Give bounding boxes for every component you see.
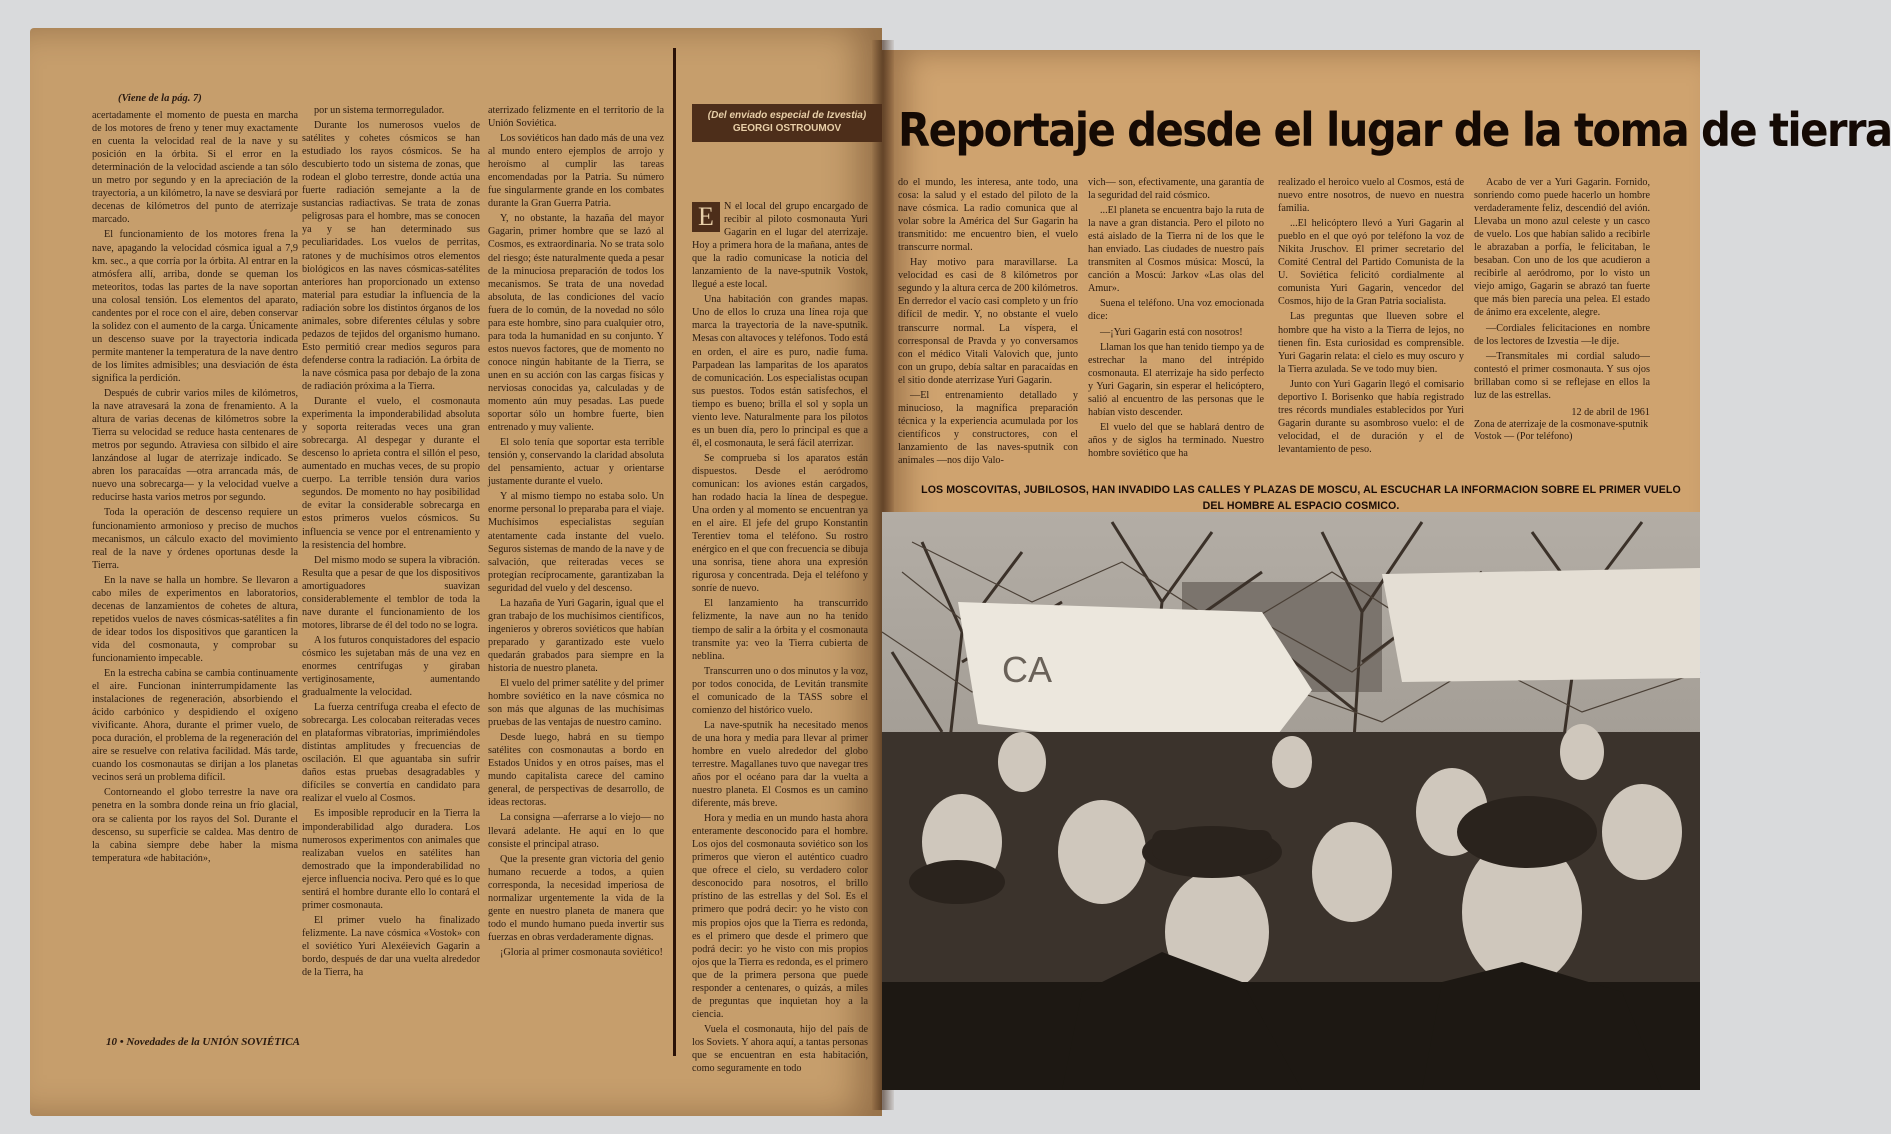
paragraph: A los futuros conquistadores del espacio cósmico les sujetaban más de una vez en enormes centrífugas y giraban vertiginosamente, aumentando gradualmente la velocidad. [302, 634, 480, 699]
paragraph: Que la presente gran victoria del genio humano recuerde a todos, a quien corresponda, la necesidad imperiosa de normalizar urgentemente la vida de la gente en nuestro planeta de manera que todo el mundo humano pueda invertir sus fuerzas en obras verdaderamente dignas. [488, 853, 664, 943]
article-column-5 [898, 176, 1078, 474]
dateline: 12 de abril de 1961 [1571, 406, 1650, 418]
crowd-photo [882, 512, 1700, 1090]
paragraph: Los soviéticos han dado más de una vez al mundo entero ejemplos de arrojo y heroísmo al cumplir las tareas encomendadas por la Patria. Su número fue singularmente grande en los combates durante la Gran Guerra Patria. [488, 133, 664, 210]
paragraph: por un sistema termorregulador. [314, 105, 445, 116]
paragraph: Llaman los que han tenido tiempo ya de estrechar la mano del intrépido cosmonauta. El aterrizaje ha sido perfecto y Yuri Gagarin, sin esperar el helicóptero, salió al encuentro de las personas que le habían visto descender. [1088, 341, 1264, 418]
paragraph: El solo tenía que soportar esta terrible tensión y, conservando la claridad absoluta del pensamiento, actuar y orientarse justamente durante el vuelo. [488, 437, 664, 488]
column-rule [673, 48, 676, 1056]
paragraph: Después de cubrir varios miles de kilómetros, la nave atravesará la zona de frenamiento. A la altura de varias decenas de kilómetros sobre la Tierra su velocidad se reduce hasta centenares de metros por segundo. Atraviesa con silbido el aire lanzándose al lugar de aterrizaje indicado. Se abren los paracaídas —otra arrancada más, de nuevo una sobrecarga— y la velocidad vuelve a reducirse hasta varios metros por segundo. [92, 388, 298, 504]
paragraph: do el mundo, les interesa, ante todo, una cosa: la salud y el estado del piloto de la nave cósmica. La radio comunica que al volar sobre la América del Sur Gagarin ha transmitido: me encuentro bien, el vuelo transcurre normal. [898, 177, 1078, 254]
paragraph: En la estrecha cabina se cambia continuamente el aire. Funcionan ininterrumpidamente las instalaciones de regeneración, absorbiendo el ácido carbónico y despidiendo el oxígeno vivificante. Ahora, durante el primer vuelo, de poca duración, el problema de la regeneración del aire se resuelve con relativa facilidad. Más tarde, cuando los cosmonautas se dirijan a los planetas vecinos será un problema difícil. [92, 668, 298, 784]
byline-author: GEORGI OSTROUMOV [732, 123, 842, 134]
paragraph: vich— son, efectivamente, una garantía de la seguridad del raid cósmico. [1088, 177, 1264, 202]
paragraph: Hora y media en un mundo hasta ahora enteramente desconocido para el hombre. Los ojos del cosmonauta soviético son los primeros que vieron el auténtico cuadro que ofrece el cielo, su verdadero color desconocido para nosotros, el brillo prístino de las estrellas y del Sol. Es el primero que podrá decir: yo he visto con mis propios ojos que la Tierra es redonda, es el primero que desde el primero que podrá decir: yo he visto con mis propios ojos que la Tierra es redonda, es el primero que de la primera persona que puede responder a centenares, o quizás, a miles de preguntas que inquietan hoy a la ciencia. [692, 813, 868, 1020]
paragraph: En la nave se halla un hombre. Se llevaron a cabo miles de experimentos en laboratorios, decenas de lanzamientos de cohetes de altura, repetidos vuelos de naves cósmicas-satélites a fin de idear todos los dispositivos que garanticen la vida del cosmonauta, y comprobar su funcionamiento impecable. [92, 574, 298, 664]
paragraph: Durante el vuelo, el cosmonauta experimenta la imponderabilidad absoluta y soporta reiteradas veces una gran sobrecarga. Al despegar y durante el descenso lo aprieta contra el sillón el peso, aumentado en muchas veces, de su propio cuerpo. La terrible tensión dura varios segundos. De momento no hay posibilidad de evitar la considerable sobrecarga en estos primeros vuelos cósmicos. Su influencia se vence por el entrenamiento y la resistencia del hombre. [302, 396, 480, 551]
article-column-8 [1474, 176, 1650, 474]
paragraph: El vuelo del que se hablará dentro de años y de siglos ha terminado. Nuestro hombre soviético que ha [1088, 421, 1264, 459]
drop-cap: E [692, 202, 720, 232]
paragraph: La nave-sputnik ha necesitado menos de una hora y media para llevar al primer hombre en vuelo alrededor del globo terrestre. Magallanes tuvo que navegar tres años por el océano para dar la vuelta a nuestro planeta. El Cosmos es un camino diferente, más breve. [692, 719, 868, 810]
paragraph: Acabo de ver a Yuri Gagarin. Fornido, sonriendo como puede hacerlo un hombre verdaderamente feliz, descendió del avión. Llevaba un mono azul celeste y un casco de vuelo. Los que habían salido a recibirle le abrazaban a porfía, le felicitaban, le besaban. Con uno de los que acudieron a recibirle al aeródromo, por lo visto un viejo amigo, Gagarin se abrazó tan fuerte que más bien parecía una pelea. El estado de ánimo era excelente, alegre. [1474, 177, 1650, 319]
article-column-6 [1088, 176, 1264, 474]
caption-line: DEL HOMBRE AL ESPACIO COSMICO. [1202, 500, 1400, 512]
signoff: Zona de aterrizaje de la cosmonave-sputnik Vostok — (Por teléfono) [1474, 418, 1649, 442]
paragraph: —El entrenamiento detallado y minucioso, la magnífica preparación técnica y la experiencia acumulada por los científicos y constructores, con el lanzamiento de las naves-sputnik con animales —nos dijo Valo- [898, 389, 1078, 466]
paragraph: La consigna —aferrarse a lo viejo— no llevará adelante. He aquí en lo que consiste el principal atraso. [488, 812, 664, 850]
article-column-1 [92, 92, 298, 1037]
paragraph: Vuela el cosmonauta, hijo del país de los Soviets. Y ahora aquí, a tantas personas que se encuentran en esta habitación, como seguramente en todo [692, 1023, 868, 1075]
paragraph: Del mismo modo se supera la vibración. Resulta que a pesar de que los dispositivos amortiguadores suavizan considerablemente el temblor de toda la nave durante el funcionamiento de los motores, librarse de él del todo no se logra. [302, 554, 480, 631]
paragraph: Desde luego, habrá en su tiempo satélites con cosmonautas a bordo en Estados Unidos y en otros países, mas el mundo capitalista carece del camino general, de perspectivas de desarrollo, de ideas rectoras. [488, 732, 664, 809]
paragraph: aterrizado felizmente en el territorio de la Unión Soviética. [488, 105, 664, 130]
paragraph: Las preguntas que llueven sobre el hombre que ha visto a la Tierra de lejos, no tienen fin. Esta curiosidad es comprensible. Yuri Gagarin relata: el cielo es muy oscuro y la Tierra azulada. Se ve todo muy bien. [1278, 311, 1464, 375]
paragraph: ¡Gloria al primer cosmonauta soviético! [500, 946, 663, 958]
article-column-7 [1278, 176, 1464, 474]
protest-banner-right [1382, 568, 1700, 682]
paragraph: —Transmítales mi cordial saludo— contestó el primer cosmonauta. Y sus ojos brillaban como si se reflejase en ellos la luz de las estrellas. [1474, 350, 1650, 401]
paragraph: Suena el teléfono. Una voz emocionada dice: [1088, 298, 1264, 323]
paragraph: acertadamente el momento de puesta en marcha de los motores de freno y tener muy exactamente en cuenta la velocidad real de la nave y su posición en la órbita. Si el error en la determinación de la velocidad asciende a tan sólo un metro por segundo y en la apreciación de la trayectoria, a un kilómetro, la nave se desviará por decenas de kilómetros del punto de aterrizaje marcado. [92, 110, 298, 226]
paragraph: El vuelo del primer satélite y del primer hombre soviético en la nave cósmica no son más que algunas de las muchísimas pruebas de las ventajas de nuestro camino. [488, 678, 664, 729]
paragraph: Contorneando el globo terrestre la nave ora penetra en la sombra donde reina un frío glacial, ora se calienta por los rayos del Sol. Durante el descenso, su superficie se caldea. Mas dentro de la cabina siempre debe haber la misma temperatura «de habitación», [92, 787, 298, 864]
article-column-2 [302, 104, 480, 1034]
paragraph: ...El planeta se encuentra bajo la ruta de la nave a gran distancia. Pero el piloto no está aislado de la Tierra ni de los que le han enviado. Las ciudades de nuestro país transmiten al Cosmos música: Moscú, la canción a Moscú: Jarkov «Las olas del Amur». [1088, 205, 1264, 295]
paragraph: La fuerza centrífuga creaba el efecto de sobrecarga. Les colocaban reiteradas veces en plataformas vibratorias, imprimiéndoles distintas amplitudes y frecuencias de oscilación. El que aguantaba sin sufrir daños estas pruebas desagradables y difíciles se convertía en candidato para realizar el vuelo al Cosmos. [302, 702, 480, 805]
paragraph: ...El helicóptero llevó a Yuri Gagarin al pueblo en el que oyó por teléfono la voz de Nikita Jruschov. El primer secretario del Comité Central del Partido Comunista de la U. Soviética felicitó cordialmente al comunista Yuri Gagarin, vencedor del Cosmos, hijo de la Gran Patria socialista. [1278, 218, 1464, 308]
paragraph: Es imposible reproducir en la Tierra la imponderabilidad algo duradera. Los numerosos experimentos con animales que realizaban vuelos en satélites han demostrado que la imponderabilidad no ejerce influencia nociva. Pero qué es lo que sentirá el hombre durante ello lo contará el primer cosmonauta. [302, 808, 480, 911]
paragraph: El funcionamiento de los motores frena la nave, apagando la velocidad cósmica igual a 7,9 km. sec., a que corría por la órbita. Al entrar en la atmósfera allí, arriba, donde se queman los meteoritos, todas las partes de la nave soportan una colosal tensión. Los elementos del aparato, candentes por el roce con el aire, deben conservar la solidez con el aumento de la carga. Únicamente un descenso suave por la trayectoria indicada permite mantener la temperatura de la nave dentro de los límites admisibles; una desviación de ésta significa la perdición. [92, 229, 298, 384]
paragraph: —¡Yuri Gagarin está con nosotros! [1100, 326, 1243, 338]
paragraph: El lanzamiento ha transcurrido felizmente, la nave aun no ha tenido tiempo de salir a la órbita y el cosmonauta transmite ya: veo la Tierra cubierta de neblina. [692, 598, 868, 662]
page-footer: 10 • Novedades de la UNIÓN SOVIÉTICA [106, 1036, 300, 1048]
banner-text: CA [1002, 649, 1053, 690]
paragraph: La hazaña de Yuri Gagarin, igual que el gran trabajo de los muchísimos científicos, ingenieros y obreros soviéticos que habían preparado y garantizado este vuelo quedarán grabados para siempre en la historia de nuestro planeta. [488, 597, 664, 674]
crowd-photo-illustration [882, 512, 1700, 1090]
caption-line: LOS MOSCOVITAS, JUBILOSOS, HAN INVADIDO LAS CALLES Y PLAZAS DE MOSCU, AL ESCUCHAR LA INFORMACION SOBRE EL PRIMER VUELO [921, 484, 1681, 496]
article-column-3 [488, 104, 664, 1032]
paragraph: El primer vuelo ha finalizado felizmente. La nave cósmica «Vostok» con el soviético Yuri Alexéievich Gagarin a bordo, después de dar una vuelta alrededor de la Tierra, ha [302, 914, 480, 979]
article-column-4 [692, 200, 868, 1075]
photo-caption [902, 482, 1700, 514]
paragraph: Y, no obstante, la hazaña del mayor Gagarin, primer hombre que se lazó al Cosmos, es extraordinaria. No se trata solo del riesgo; éste naturalmente queda a pesar de la minuciosa preparación de todos los mecanismos. Se trata de una novedad absoluta, de las condiciones del vacío fuera de lo común, de la novedad no sólo para este hombre, sino para cualquier otro, para toda la humanidad en su conjunto. Y estos nuevos factores, que de momento no conoce ningún habitante de la Tierra, se unen en su acción con las cargas físicas y nerviosas conocidas ya, calculadas y de momento aún muy pesadas. Las puede soportar sólo un hombre fuerte, bien entrenado y muy valiente. [488, 213, 664, 434]
paragraph: Se comprueba si los aparatos están dispuestos. Desde el aeródromo comunican: los aviones están cargados, han rodado hacia la línea de despegue. Una orden y al momento se encuentran ya en el aire. El jefe del grupo Konstantin Terentiev toma el teléfono. Su rostro enérgico en el que con frecuencia se dibuja una sonrisa, tiene ahora una expresión rigurosa y concentrada. Deja el teléfono y sonríe de nuevo. [692, 452, 868, 595]
paragraph: N el local del grupo encargado de recibir al piloto cosmonauta Yuri Gagarin en el lugar del aterrizaje. Hoy a primera hora de la mañana, antes de que la radio comunicase la noticia del lanzamiento de la nave-sputnik Vostok, llegué a este local. [692, 201, 868, 291]
paragraph: Y al mismo tiempo no estaba solo. Un enorme personal lo preparaba para el viaje. Muchísimos especialistas seguían atentamente cada instante del vuelo. Seguros sistemas de mando de la nave y de salvación, que reiteradas veces se protegían recíprocamente, garantizaban la seguridad del vuelo y del descenso. [488, 491, 664, 594]
headline: Reportaje desde el lugar de la toma de tierra [898, 103, 1891, 157]
paragraph: Toda la operación de descenso requiere un funcionamiento armonioso y preciso de muchos mecanismos, un cálculo exacto del movimiento real de la nave y órdenes oportunas desde la Tierra. [92, 507, 298, 571]
paragraph: —Cordiales felicitaciones en nombre de los lectores de Izvestia —le dije. [1474, 322, 1650, 347]
paragraph: Transcurren uno o dos minutos y la voz, por todos conocida, de Levitán transmite el comunicado de la TASS sobre el comienzo del histórico vuelo. [692, 665, 868, 716]
paragraph: Junto con Yuri Gagarin llegó el comisario deportivo I. Borisenko que había registrado tres récords mundiales establecidos por Yuri Gagarin durante su asombroso vuelo: el de velocidad, el de duración y el de levantamiento de peso. [1278, 378, 1464, 455]
byline-source: (Del enviado especial de Izvestia) [707, 110, 867, 121]
paragraph: Hay motivo para maravillarse. La velocidad es casi de 8 kilómetros por segundo y la altura cerca de 200 kilómetros. En derredor el vacío casi completo y un frío difícil de medir. Y, no obstante el vuelo transcurre normal. La víspera, el corresponsal de Pravda y yo conversamos con el médico Vitali Valovich que, junto con un grupo, debía saltar en paracaídas en el sitio donde aterrizase Yuri Gagarin. [898, 257, 1078, 386]
paragraph: Una habitación con grandes mapas. Uno de ellos lo cruza una línea roja que marca la trayectoria de la nave-sputnik. Mesas con altavoces y teléfonos. Todo está en orden, el aire es puro, nadie fuma. Parpadean las lamparitas de los aparatos de comunicación. Los especialistas ocupan sus puestos. Todos están satisfechos, el tiempo es bueno; brilla el sol y sopla un viento leve. Naturalmente para los pilotos es un buen día, pero lo principal es que a él, el cosmonauta, le será fácil aterrizar. [692, 294, 868, 449]
byline-box [692, 104, 882, 142]
paragraph: Durante los numerosos vuelos de satélites y cohetes cósmicos se han estudiado los rayos cósmicos. Se ha descubierto todo un sistema de zonas, que rodean el globo terrestre, donde actúa una fuerte radiación semejante a la de sustancias radiactivas. Se trata de zonas peligrosas para el hombre, mas se conocen ya y se han determinado sus peculiaridades. Los vuelos de perritas, ratones y de muchísimos otros elementos biológicos en las naves cósmicas-satélites anteriores han proporcionado un extenso material para estudiar la influencia de la radiación sobre los distintos órganos de los animales, sobre diferentes células y sobre pedazos de tejidos del organismo humano. Esto permitió crear medios seguros para defenderse contra la radiación. La órbita de la nave cósmica pasa por debajo de la zona de radiación próxima a la Tierra. [302, 120, 480, 392]
paragraph: realizado el heroico vuelo al Cosmos, está de nuevo entre nosotros, de nuevo en nuestra familia. [1278, 177, 1464, 215]
continuation-note: (Viene de la pág. 7) [118, 93, 202, 104]
